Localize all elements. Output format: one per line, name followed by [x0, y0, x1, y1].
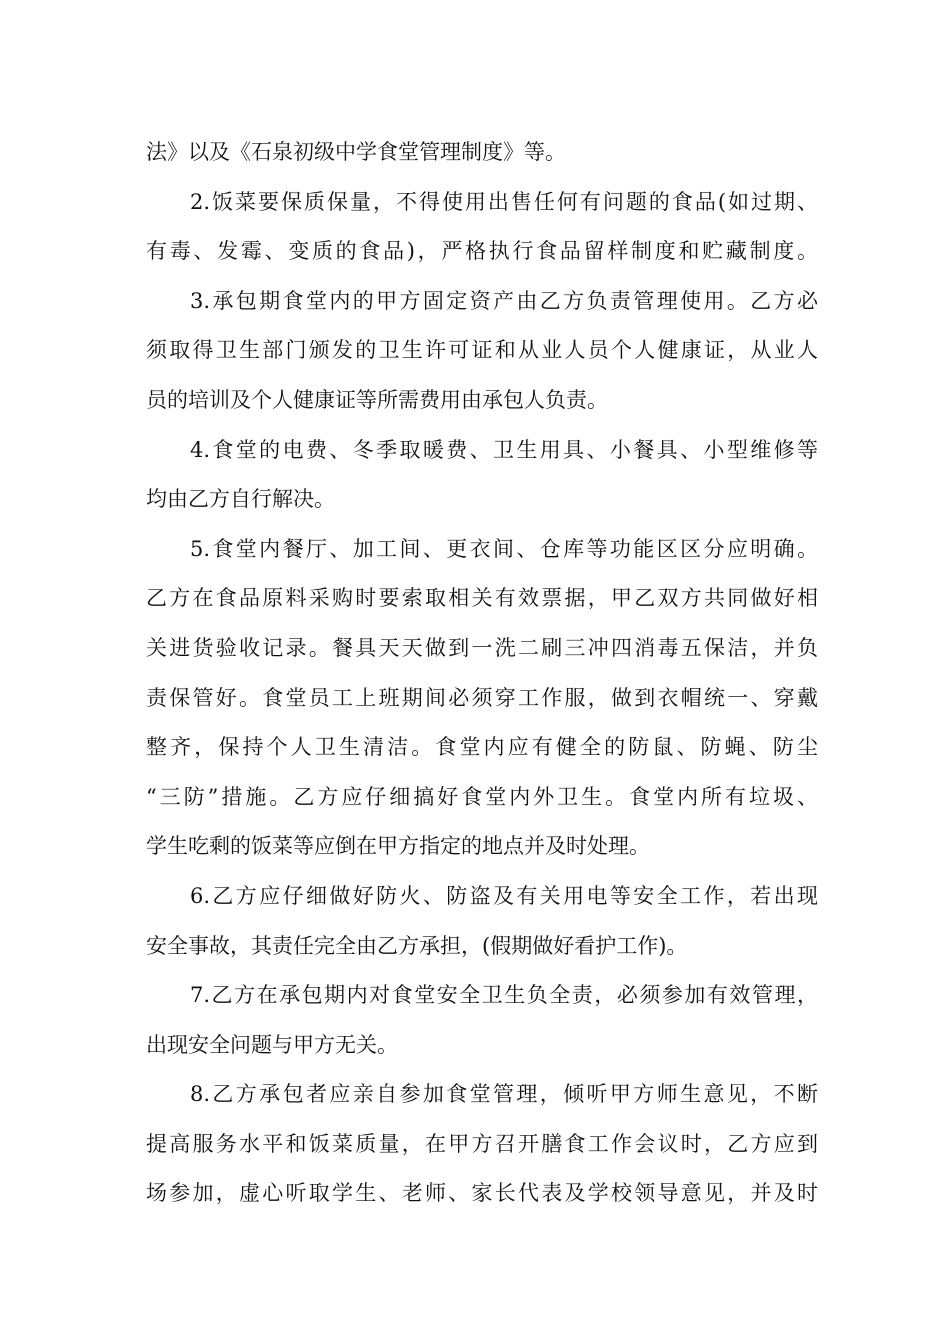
paragraph-2-line: 2.饭菜要保质保量，不得使用出售任何有问题的食品(如过期、	[190, 189, 818, 214]
text-line: 须取得卫生部门颁发的卫生许可证和从业人员个人健康证，从业人	[146, 338, 818, 363]
text-line: 安全事故，其责任完全由乙方承担，(假期做好看护工作)。	[146, 933, 688, 958]
paragraph-4-line: 4.食堂的电费、冬季取暖费、卫生用具、小餐具、小型维修等	[190, 437, 818, 462]
text-line: 学生吃剩的饭菜等应倒在甲方指定的地点并及时处理。	[146, 834, 650, 859]
document-body	[146, 128, 818, 1219]
text-line: “三防”措施。乙方应仔细搞好食堂内外卫生。食堂内所有垃圾、	[146, 784, 818, 809]
text-line: 均由乙方自行解决。	[146, 487, 335, 512]
text-line: 整齐，保持个人卫生清洁。食堂内应有健全的防鼠、防蝇、防尘	[146, 735, 818, 760]
paragraph-7-line: 7.乙方在承包期内对食堂安全卫生负全责，必须参加有效管理，	[190, 983, 818, 1008]
text-line: 法》以及《石泉初级中学食堂管理制度》等。	[146, 140, 566, 164]
paragraph-5-line: 5.食堂内餐厅、加工间、更衣间、仓库等功能区区分应明确。	[190, 536, 818, 561]
text-line: 出现安全问题与甲方无关。	[146, 1032, 398, 1057]
text-line: 提高服务水平和饭菜质量，在甲方召开膳食工作会议时，乙方应到	[146, 1131, 818, 1156]
text-line: 场参加，虚心听取学生、老师、家长代表及学校领导意见，并及时	[146, 1181, 818, 1206]
paragraph-8-line: 8.乙方承包者应亲自参加食堂管理，倾听甲方师生意见，不断	[190, 1082, 818, 1107]
text-line: 有毒、发霉、变质的食品)，严格执行食品留样制度和贮藏制度。	[146, 239, 818, 264]
text-line: 员的培训及个人健康证等所需费用由承包人负责。	[146, 387, 608, 412]
text-line: 乙方在食品原料采购时要索取相关有效票据，甲乙双方共同做好相	[146, 586, 818, 611]
text-line: 关进货验收记录。餐具天天做到一洗二刷三冲四消毒五保洁，并负	[146, 635, 818, 660]
paragraph-3-line: 3.承包期食堂内的甲方固定资产由乙方负责管理使用。乙方必	[190, 288, 818, 313]
text-line: 责保管好。食堂员工上班期间必须穿工作服，做到衣帽统一、穿戴	[146, 685, 818, 710]
paragraph-6-line: 6.乙方应仔细做好防火、防盗及有关用电等安全工作，若出现	[190, 883, 818, 908]
